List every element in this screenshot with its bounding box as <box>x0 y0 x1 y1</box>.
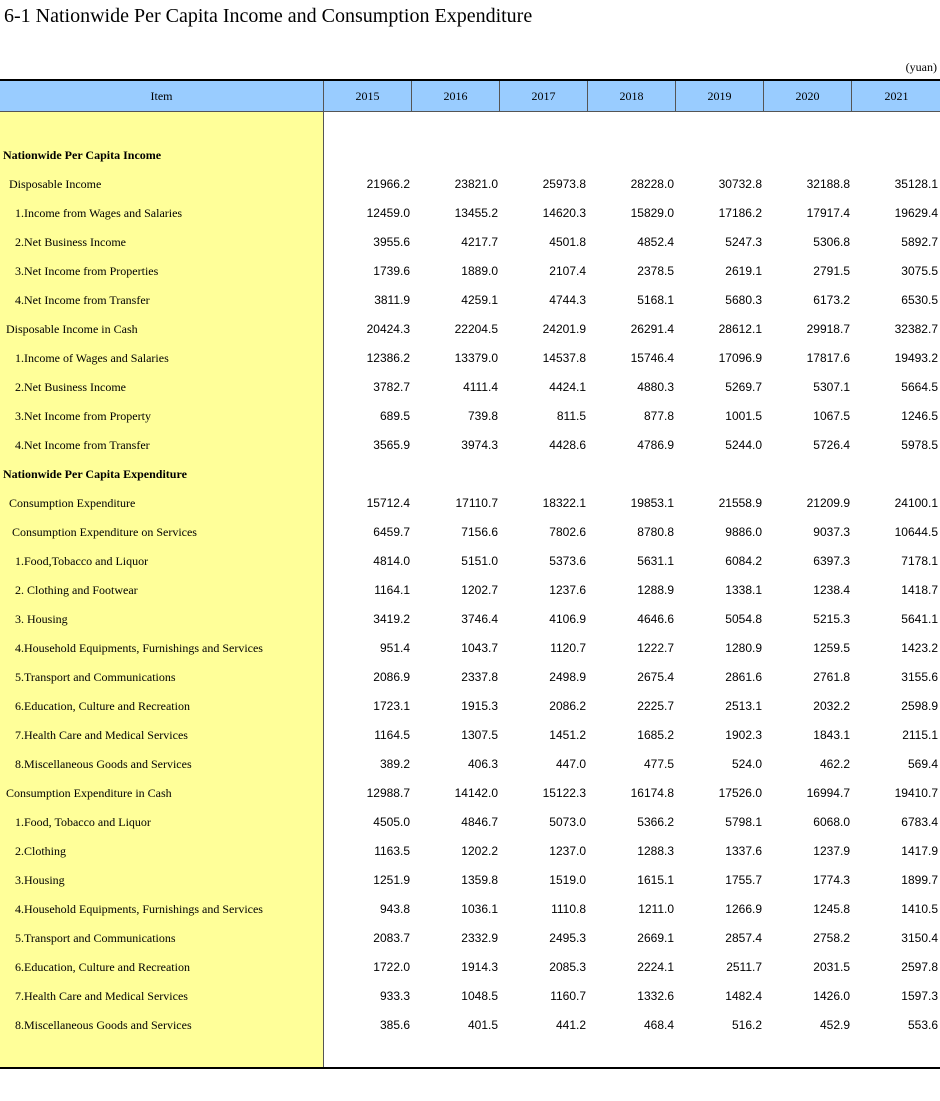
value-cell-2015: 3419.2 <box>373 612 410 626</box>
value-cell-2020: 6068.0 <box>813 815 850 829</box>
table-row <box>0 605 940 634</box>
value-cell-2017: 1451.2 <box>549 728 586 742</box>
row-label: Nationwide Per Capita Income <box>3 148 162 162</box>
value-cell-2017: 447.0 <box>555 757 586 771</box>
value-cell-2017: 1237.0 <box>549 844 586 858</box>
value-cell-2016: 406.3 <box>467 757 498 771</box>
value-cell-2017: 2498.9 <box>549 670 586 684</box>
value-cell-2021: 1899.7 <box>901 873 938 887</box>
table-row <box>0 982 940 1011</box>
value-cell-2018: 4786.9 <box>637 438 674 452</box>
value-cell-2016: 7156.6 <box>461 525 498 539</box>
value-cell-2015: 933.3 <box>379 989 410 1003</box>
value-cell-2017: 4106.9 <box>549 612 586 626</box>
value-cell-2015: 3565.9 <box>373 438 410 452</box>
value-cell-2019: 5680.3 <box>725 293 762 307</box>
table-row <box>0 576 940 605</box>
row-label: 2.Clothing <box>15 844 67 858</box>
table-row <box>0 286 940 315</box>
value-cell-2021: 19493.2 <box>894 351 938 365</box>
row-label: 2.Net Business Income <box>15 380 126 394</box>
value-cell-2018: 1222.7 <box>637 641 674 655</box>
value-cell-2021: 5892.7 <box>901 235 938 249</box>
value-cell-2020: 16994.7 <box>806 786 850 800</box>
value-cell-2015: 4814.0 <box>373 554 410 568</box>
page-title: 6-1 Nationwide Per Capita Income and Consumption Expenditure <box>4 5 533 27</box>
value-cell-2016: 1889.0 <box>461 264 498 278</box>
row-label: 5.Transport and Communications <box>15 931 176 945</box>
value-cell-2018: 19853.1 <box>630 496 674 510</box>
value-cell-2016: 739.8 <box>467 409 498 423</box>
value-cell-2020: 2031.5 <box>813 960 850 974</box>
value-cell-2015: 15712.4 <box>366 496 410 510</box>
table-row <box>0 344 940 373</box>
row-label: Disposable Income in Cash <box>6 322 138 336</box>
value-cell-2016: 13379.0 <box>454 351 498 365</box>
value-cell-2016: 13455.2 <box>454 206 498 220</box>
value-cell-2015: 3811.9 <box>374 293 410 307</box>
value-cell-2020: 29918.7 <box>806 322 850 336</box>
value-cell-2021: 569.4 <box>907 757 938 771</box>
value-cell-2020: 1238.4 <box>813 583 850 597</box>
value-cell-2018: 1332.6 <box>637 989 674 1003</box>
row-label: 8.Miscellaneous Goods and Services <box>15 1018 192 1032</box>
row-label: Disposable Income <box>9 177 102 191</box>
value-cell-2021: 7178.1 <box>901 554 938 568</box>
table-row <box>0 373 940 402</box>
value-cell-2019: 5798.1 <box>725 815 762 829</box>
table-row <box>0 402 940 431</box>
value-cell-2020: 1774.3 <box>813 873 850 887</box>
value-cell-2015: 1164.1 <box>374 583 410 597</box>
value-cell-2016: 1307.5 <box>461 728 498 742</box>
value-cell-2020: 1843.1 <box>813 728 850 742</box>
table-row <box>0 721 940 750</box>
value-cell-2020: 1067.5 <box>813 409 850 423</box>
value-cell-2018: 15829.0 <box>630 206 674 220</box>
value-cell-2021: 6530.5 <box>901 293 938 307</box>
value-cell-2016: 1036.1 <box>461 902 498 916</box>
value-cell-2019: 17526.0 <box>718 786 762 800</box>
unit-label: (yuan) <box>905 60 937 74</box>
table-row <box>0 779 940 808</box>
value-cell-2015: 20424.3 <box>366 322 410 336</box>
value-cell-2017: 2107.4 <box>549 264 586 278</box>
value-cell-2018: 1615.1 <box>637 873 674 887</box>
row-label: 7.Health Care and Medical Services <box>15 989 188 1003</box>
value-cell-2017: 4424.1 <box>549 380 586 394</box>
value-cell-2020: 5307.1 <box>813 380 850 394</box>
header-year-2017: 2017 <box>499 81 587 111</box>
value-cell-2015: 3955.6 <box>373 235 410 249</box>
value-cell-2020: 2791.5 <box>813 264 850 278</box>
row-label: 4.Net Income from Transfer <box>15 293 150 307</box>
value-cell-2019: 1266.9 <box>725 902 762 916</box>
value-cell-2021: 1418.7 <box>901 583 938 597</box>
value-cell-2019: 1902.3 <box>725 728 762 742</box>
value-cell-2016: 1359.8 <box>461 873 498 887</box>
value-cell-2020: 5726.4 <box>813 438 850 452</box>
table-row <box>0 518 940 547</box>
bottom-rule <box>0 1067 940 1069</box>
value-cell-2018: 468.4 <box>643 1018 674 1032</box>
row-label: 1.Income from Wages and Salaries <box>15 206 183 220</box>
value-cell-2015: 689.5 <box>379 409 410 423</box>
header-year-2018: 2018 <box>587 81 675 111</box>
value-cell-2021: 3155.6 <box>901 670 938 684</box>
value-cell-2018: 5631.1 <box>637 554 674 568</box>
value-cell-2020: 1245.8 <box>813 902 850 916</box>
row-label: 1.Income of Wages and Salaries <box>15 351 169 365</box>
value-cell-2018: 2669.1 <box>637 931 674 945</box>
value-cell-2019: 1337.6 <box>725 844 762 858</box>
value-cell-2021: 1597.3 <box>901 989 938 1003</box>
table-row <box>0 547 940 576</box>
value-cell-2017: 1160.7 <box>550 989 586 1003</box>
value-cell-2018: 2675.4 <box>637 670 674 684</box>
value-cell-2019: 524.0 <box>731 757 762 771</box>
row-label: 2. Clothing and Footwear <box>15 583 138 597</box>
table-row <box>0 953 940 982</box>
value-cell-2021: 35128.1 <box>894 177 938 191</box>
table-row <box>0 315 940 344</box>
row-label: 7.Health Care and Medical Services <box>15 728 188 742</box>
value-cell-2016: 4259.1 <box>461 293 498 307</box>
row-label: 3.Housing <box>15 873 65 887</box>
value-cell-2015: 389.2 <box>379 757 410 771</box>
value-cell-2019: 17096.9 <box>718 351 762 365</box>
value-cell-2019: 2861.6 <box>725 670 762 684</box>
table-row <box>0 460 940 489</box>
row-label: 6.Education, Culture and Recreation <box>15 960 190 974</box>
value-cell-2015: 951.4 <box>379 641 410 655</box>
row-label: 1.Food, Tobacco and Liquor <box>15 815 151 829</box>
value-cell-2020: 17817.6 <box>806 351 850 365</box>
value-cell-2015: 3782.7 <box>373 380 410 394</box>
value-cell-2020: 1237.9 <box>813 844 850 858</box>
value-cell-2015: 12988.7 <box>366 786 410 800</box>
value-cell-2016: 22204.5 <box>454 322 498 336</box>
value-cell-2018: 26291.4 <box>630 322 674 336</box>
table-row <box>0 808 940 837</box>
value-cell-2019: 5269.7 <box>725 380 762 394</box>
value-cell-2017: 25973.8 <box>542 177 586 191</box>
table-header <box>0 81 940 112</box>
table-body <box>0 141 940 1040</box>
table-row <box>0 489 940 518</box>
value-cell-2016: 2337.8 <box>461 670 498 684</box>
value-cell-2021: 2115.1 <box>902 728 938 742</box>
value-cell-2016: 4111.4 <box>463 380 498 394</box>
value-cell-2019: 2857.4 <box>725 931 762 945</box>
value-cell-2016: 14142.0 <box>454 786 498 800</box>
header-year-2020: 2020 <box>763 81 851 111</box>
value-cell-2016: 4217.7 <box>461 235 498 249</box>
value-cell-2016: 17110.7 <box>455 496 498 510</box>
table-row <box>0 634 940 663</box>
value-cell-2019: 30732.8 <box>718 177 762 191</box>
value-cell-2017: 811.5 <box>556 409 586 423</box>
value-cell-2017: 1519.0 <box>549 873 586 887</box>
row-label: Consumption Expenditure <box>9 496 136 510</box>
value-cell-2015: 1739.6 <box>373 264 410 278</box>
value-cell-2021: 5664.5 <box>901 380 938 394</box>
value-cell-2020: 17917.4 <box>806 206 850 220</box>
value-cell-2017: 14620.3 <box>542 206 586 220</box>
value-cell-2020: 9037.3 <box>813 525 850 539</box>
value-cell-2015: 1722.0 <box>373 960 410 974</box>
header-year-2015: 2015 <box>323 81 411 111</box>
value-cell-2016: 401.5 <box>467 1018 498 1032</box>
value-cell-2018: 1288.9 <box>637 583 674 597</box>
table-row <box>0 837 940 866</box>
value-cell-2021: 1417.9 <box>901 844 938 858</box>
value-cell-2019: 1338.1 <box>725 583 762 597</box>
value-cell-2015: 4505.0 <box>373 815 410 829</box>
value-cell-2018: 2378.5 <box>637 264 674 278</box>
table-row <box>0 924 940 953</box>
value-cell-2016: 1914.3 <box>461 960 498 974</box>
value-cell-2015: 2086.9 <box>373 670 410 684</box>
value-cell-2019: 5247.3 <box>725 235 762 249</box>
value-cell-2018: 477.5 <box>643 757 674 771</box>
value-cell-2016: 1202.2 <box>461 844 498 858</box>
value-cell-2015: 2083.7 <box>373 931 410 945</box>
row-label: 4.Household Equipments, Furnishings and Services <box>15 902 263 916</box>
value-cell-2020: 21209.9 <box>806 496 850 510</box>
row-label: 3. Housing <box>15 612 68 626</box>
value-cell-2017: 2495.3 <box>549 931 586 945</box>
table-row <box>0 170 940 199</box>
value-cell-2021: 32382.7 <box>894 322 938 336</box>
value-cell-2019: 17186.2 <box>718 206 762 220</box>
value-cell-2019: 5054.8 <box>725 612 762 626</box>
value-cell-2021: 5978.5 <box>901 438 938 452</box>
value-cell-2021: 19629.4 <box>894 206 938 220</box>
value-cell-2020: 1259.5 <box>813 641 850 655</box>
value-cell-2020: 6397.3 <box>813 554 850 568</box>
header-year-2019: 2019 <box>675 81 763 111</box>
value-cell-2019: 2619.1 <box>725 264 762 278</box>
table-row <box>0 1011 940 1040</box>
value-cell-2019: 1001.5 <box>725 409 762 423</box>
value-cell-2020: 6173.2 <box>813 293 850 307</box>
value-cell-2015: 21966.2 <box>366 177 410 191</box>
value-cell-2016: 2332.9 <box>461 931 498 945</box>
value-cell-2017: 4501.8 <box>549 235 586 249</box>
value-cell-2017: 24201.9 <box>542 322 586 336</box>
value-cell-2017: 2086.2 <box>549 699 586 713</box>
value-cell-2015: 385.6 <box>379 1018 410 1032</box>
row-label: 3.Net Income from Properties <box>15 264 159 278</box>
value-cell-2017: 1120.7 <box>550 641 586 655</box>
value-cell-2018: 2225.7 <box>637 699 674 713</box>
value-cell-2021: 24100.1 <box>894 496 938 510</box>
row-label: 2.Net Business Income <box>15 235 126 249</box>
value-cell-2015: 12386.2 <box>366 351 410 365</box>
value-cell-2021: 1410.5 <box>901 902 938 916</box>
value-cell-2018: 15746.4 <box>630 351 674 365</box>
table-row <box>0 141 940 170</box>
table-row <box>0 750 940 779</box>
value-cell-2017: 7802.6 <box>549 525 586 539</box>
value-cell-2018: 5366.2 <box>637 815 674 829</box>
value-cell-2019: 1482.4 <box>725 989 762 1003</box>
value-cell-2016: 1202.7 <box>461 583 498 597</box>
row-label: 4.Household Equipments, Furnishings and Services <box>15 641 263 655</box>
value-cell-2018: 2224.1 <box>637 960 674 974</box>
value-cell-2020: 452.9 <box>819 1018 850 1032</box>
value-cell-2021: 2598.9 <box>901 699 938 713</box>
value-cell-2016: 1048.5 <box>461 989 498 1003</box>
value-cell-2019: 1280.9 <box>725 641 762 655</box>
header-year-2016: 2016 <box>411 81 499 111</box>
value-cell-2019: 5244.0 <box>725 438 762 452</box>
value-cell-2018: 1288.3 <box>637 844 674 858</box>
value-cell-2019: 2511.7 <box>726 960 762 974</box>
row-label: 3.Net Income from Property <box>15 409 151 423</box>
value-cell-2015: 1251.9 <box>373 873 410 887</box>
value-cell-2017: 5373.6 <box>549 554 586 568</box>
value-cell-2017: 1110.8 <box>551 902 586 916</box>
row-label: 1.Food,Tobacco and Liquor <box>15 554 149 568</box>
value-cell-2019: 28612.1 <box>718 322 762 336</box>
value-cell-2019: 9886.0 <box>725 525 762 539</box>
table-row <box>0 257 940 286</box>
value-cell-2020: 462.2 <box>819 757 850 771</box>
row-label: 6.Education, Culture and Recreation <box>15 699 190 713</box>
table-row <box>0 866 940 895</box>
value-cell-2018: 1685.2 <box>637 728 674 742</box>
value-cell-2021: 2597.8 <box>901 960 938 974</box>
value-cell-2021: 553.6 <box>907 1018 938 1032</box>
value-cell-2020: 1426.0 <box>813 989 850 1003</box>
value-cell-2020: 5306.8 <box>813 235 850 249</box>
value-cell-2018: 4646.6 <box>637 612 674 626</box>
value-cell-2021: 3150.4 <box>901 931 938 945</box>
header-year-2021: 2021 <box>851 81 940 111</box>
table-row <box>0 663 940 692</box>
value-cell-2017: 441.2 <box>555 1018 586 1032</box>
row-label: Nationwide Per Capita Expenditure <box>3 467 187 481</box>
value-cell-2018: 4880.3 <box>637 380 674 394</box>
table-row <box>0 895 940 924</box>
row-label: 8.Miscellaneous Goods and Services <box>15 757 192 771</box>
row-label: 4.Net Income from Transfer <box>15 438 150 452</box>
value-cell-2018: 28228.0 <box>630 177 674 191</box>
value-cell-2015: 1164.5 <box>374 728 410 742</box>
value-cell-2017: 2085.3 <box>549 960 586 974</box>
value-cell-2021: 5641.1 <box>901 612 938 626</box>
value-cell-2019: 1755.7 <box>725 873 762 887</box>
value-cell-2015: 1723.1 <box>373 699 410 713</box>
value-cell-2020: 2758.2 <box>813 931 850 945</box>
value-cell-2020: 2032.2 <box>813 699 850 713</box>
value-cell-2020: 2761.8 <box>813 670 850 684</box>
value-cell-2017: 4428.6 <box>549 438 586 452</box>
value-cell-2016: 1043.7 <box>461 641 498 655</box>
value-cell-2018: 1211.0 <box>638 902 674 916</box>
row-label: 5.Transport and Communications <box>15 670 176 684</box>
value-cell-2016: 1915.3 <box>461 699 498 713</box>
value-cell-2021: 10644.5 <box>894 525 938 539</box>
value-cell-2017: 18322.1 <box>542 496 586 510</box>
table-row <box>0 199 940 228</box>
value-cell-2020: 5215.3 <box>813 612 850 626</box>
value-cell-2018: 16174.8 <box>630 786 674 800</box>
value-cell-2017: 5073.0 <box>549 815 586 829</box>
value-cell-2016: 3974.3 <box>461 438 498 452</box>
table-row <box>0 228 940 257</box>
value-cell-2015: 1163.5 <box>374 844 410 858</box>
row-label: Consumption Expenditure on Services <box>12 525 197 539</box>
value-cell-2015: 12459.0 <box>366 206 410 220</box>
value-cell-2016: 4846.7 <box>461 815 498 829</box>
value-cell-2017: 1237.6 <box>549 583 586 597</box>
value-cell-2021: 3075.5 <box>901 264 938 278</box>
value-cell-2019: 6084.2 <box>725 554 762 568</box>
value-cell-2020: 32188.8 <box>806 177 850 191</box>
value-cell-2018: 8780.8 <box>637 525 674 539</box>
value-cell-2017: 4744.3 <box>549 293 586 307</box>
value-cell-2017: 14537.8 <box>542 351 586 365</box>
value-cell-2019: 2513.1 <box>725 699 762 713</box>
value-cell-2016: 23821.0 <box>454 177 498 191</box>
value-cell-2015: 6459.7 <box>373 525 410 539</box>
value-cell-2021: 1246.5 <box>901 409 938 423</box>
value-cell-2021: 19410.7 <box>894 786 938 800</box>
value-cell-2015: 943.8 <box>379 902 410 916</box>
table-row <box>0 431 940 460</box>
value-cell-2021: 1423.2 <box>901 641 938 655</box>
value-cell-2019: 516.2 <box>731 1018 762 1032</box>
row-label: Consumption Expenditure in Cash <box>6 786 172 800</box>
table-row <box>0 692 940 721</box>
header-item: Item <box>150 89 173 103</box>
value-cell-2016: 5151.0 <box>461 554 498 568</box>
value-cell-2016: 3746.4 <box>461 612 498 626</box>
value-cell-2019: 21558.9 <box>718 496 762 510</box>
value-cell-2017: 15122.3 <box>542 786 586 800</box>
value-cell-2018: 877.8 <box>643 409 674 423</box>
value-cell-2018: 5168.1 <box>637 293 674 307</box>
value-cell-2018: 4852.4 <box>637 235 674 249</box>
value-cell-2021: 6783.4 <box>901 815 938 829</box>
